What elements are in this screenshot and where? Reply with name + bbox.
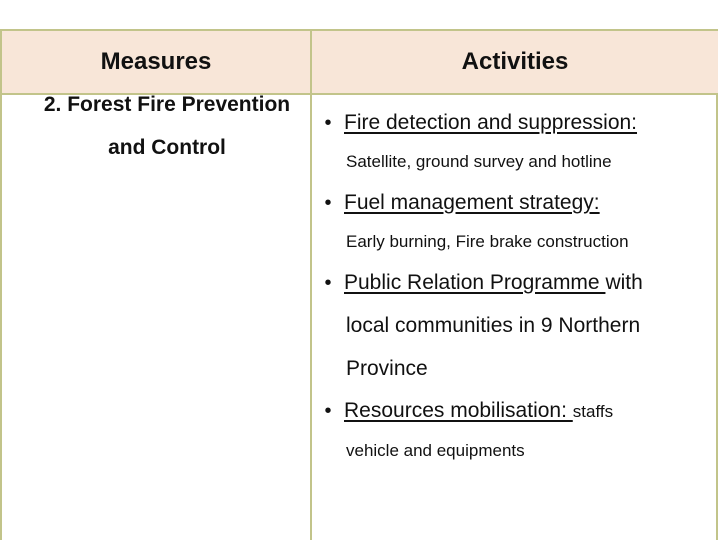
activity-title: Public Relation Programme <box>344 271 606 294</box>
activity-title: Resources mobilisation: <box>344 399 573 422</box>
bullet-icon: • <box>324 400 332 422</box>
bullet-icon: • <box>324 192 332 214</box>
measure-cell <box>22 83 312 169</box>
bullet-icon: • <box>324 112 332 134</box>
activity-title: Fire detection and suppression: <box>344 111 638 134</box>
activity-title-rest: with <box>605 271 643 294</box>
measure-line-1: 2. Forest Fire Prevention <box>43 93 291 116</box>
activity-item-fuel-management <box>312 191 600 215</box>
bullet-icon: • <box>324 272 332 294</box>
activity-item-fire-detection <box>312 111 637 135</box>
activity-detail-line: local communities in 9 Northern <box>346 314 641 337</box>
activity-detail: Early burning, Fire brake construction <box>346 232 629 251</box>
activity-title-rest: staffs <box>572 402 614 421</box>
activity-detail-line: Province <box>346 357 428 380</box>
measure-line-2: and Control <box>108 136 226 159</box>
header-activities: Activities <box>461 48 569 75</box>
activity-detail: vehicle and equipments <box>346 441 525 460</box>
activity-title: Fuel management strategy: <box>344 191 600 214</box>
header-measures: Measures <box>100 48 212 75</box>
activity-item-resources <box>312 399 613 423</box>
activity-detail: Satellite, ground survey and hotline <box>346 152 612 171</box>
activity-item-public-relation <box>312 271 643 295</box>
